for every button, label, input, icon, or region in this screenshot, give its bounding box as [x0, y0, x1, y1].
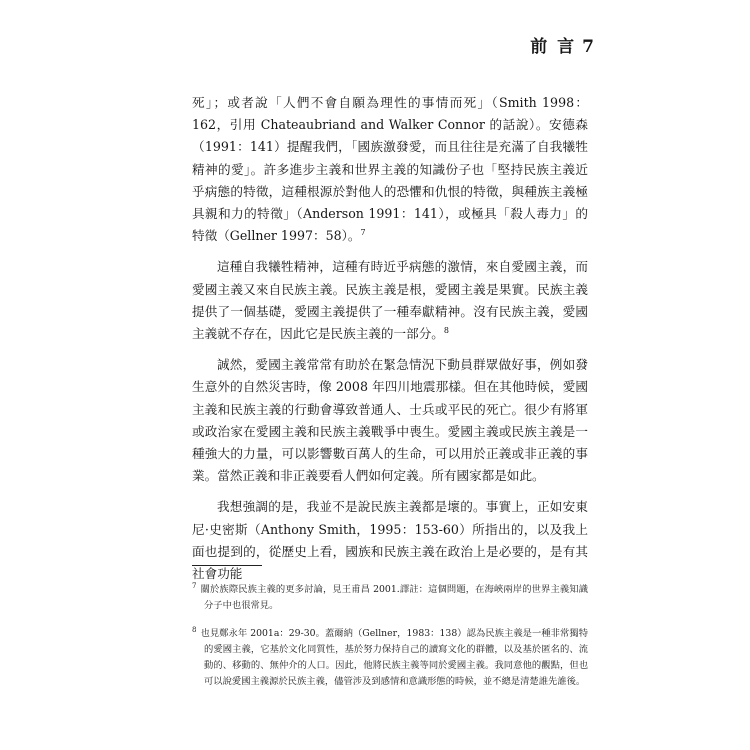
footnote-ref-8: 8 [443, 325, 449, 335]
footnotes [192, 578, 588, 698]
page-number: 7 [582, 37, 596, 57]
running-header [530, 32, 596, 57]
chapter-title: 前 言 [530, 37, 577, 57]
main-text [192, 92, 588, 594]
footnote-7: $^7$ 關於族際民族主義的更多討論，見王甫昌 2001.譯註：這個問題，在海峽兩岸的世界主義知識分子中也很常見。 [192, 582, 588, 612]
footnote-divider [192, 565, 262, 566]
paragraph: 我想強調的是，我並不是說民族主義都是壞的。事實上，正如安東尼·史密斯（Anthony Smith，1995：153-60）所指出的，以及我上面也提到的，從歷史上看，國族和民族主義在政治上是必要的，是有其社會功能 [192, 499, 588, 582]
paragraph: 誠然，愛國主義常常有助於在緊急情況下動員群眾做好事，例如發生意外的自然災害時，像 2008 年四川地震那樣。但在其他時候，愛國主義和民族主義的行動會導致普通人、士兵或平民的死亡。很少有將軍或政治家在愛國主義和民族主義戰爭中喪生。愛國主義或民族主義是一種強大的力量，可以影響數百萬人的生命，可以用於正義或非正義的事業。當然正義和非正義要看人們如何定義。所有國家都是如此。 [192, 357, 588, 484]
footnote-ref-7: 7 [360, 228, 366, 238]
paragraph: 這種自我犧牲精神，這種有時近乎病態的激情，來自愛國主義，而愛國主義又來自民族主義。民族主義是根，愛國主義是果實。民族主義提供了一個基礎，愛國主義提供了一種奉獻精神。沒有民族主義，愛國主義就不存在，因此它是民族主義的一部分。$^8$ [192, 259, 588, 342]
footnote-8: $^8$ 也見鄭永年 2001a：29-30。蓋爾納（Gellner，1983：138）認為民族主義是一種非常獨特的愛國主義，它基於文化同質性，基於努力保持自己的讀寫文化的群體，以及基於匿名的、流動的、移動的、無仲介的人口。因此，他將民族主義等同於愛國主義。我同意他的觀點，但也可以說愛國主義源於民族主義，儘管涉及到感情和意識形態的時候，並不總是清楚誰先誰後。 [192, 626, 588, 688]
paragraph: 死」；或者說「人們不會自願為理性的事情而死」（Smith 1998：162，引用 Chateaubriand and Walker Connor 的話說）。安德森（1991：141）提醒我們，「國族激發愛，而且往往是充滿了自我犧牲精神的愛」。許多進步主義和世界主義的知識份子也「堅持民族主義近乎病態的特徵，這種根源於對他人的恐懼和仇恨的特徵，與種族主義極具親和力的特徵」（Anderson 1991：141），或極具「殺人毒力」的特徵（Gellner 1997：58）。$^7$ [192, 95, 588, 244]
